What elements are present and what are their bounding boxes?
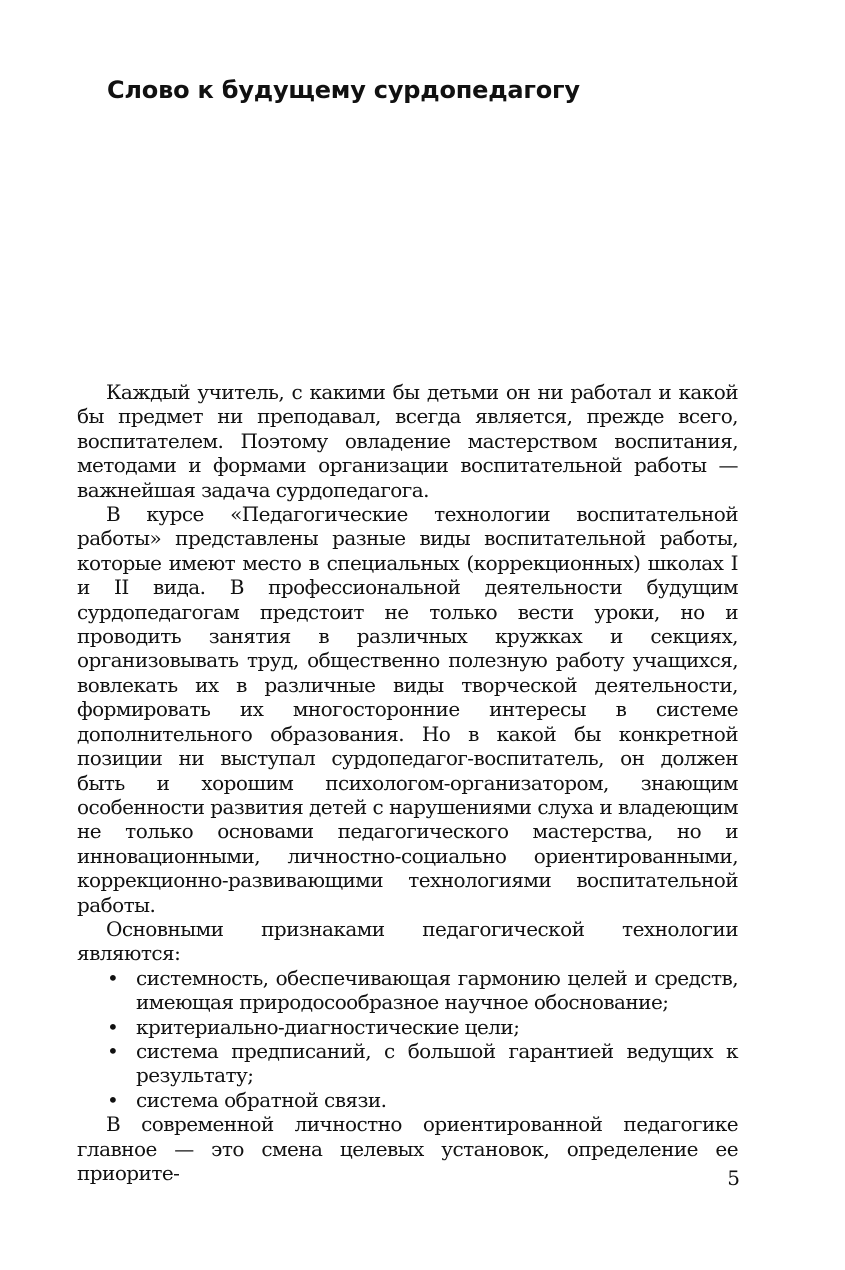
list-item-text: система обратной связи. bbox=[136, 1087, 387, 1112]
page-number: 5 bbox=[727, 1166, 740, 1190]
bullet-icon: • bbox=[107, 1014, 119, 1039]
list-item bbox=[77, 1039, 738, 1088]
list-item bbox=[77, 1015, 738, 1039]
paragraph-1: Каждый учитель, с какими бы детьми он ни работал и какой бы предмет ни преподавал, всегда является, прежде всего, воспитателем. Поэтому овладение мастерством воспитания, методами и формами организации воспитательной работы — важнейшая задача сурдопедагога. bbox=[77, 380, 738, 502]
bullet-icon: • bbox=[107, 1087, 119, 1112]
features-list bbox=[77, 966, 738, 1112]
list-item-text: система предписаний, с большой гарантией ведущих к результату; bbox=[136, 1038, 738, 1088]
paragraph-4: В современной личностно ориентированной педагогике главное — это смена целевых установок, определение ее приорите- bbox=[77, 1112, 738, 1185]
bullet-icon: • bbox=[107, 1038, 119, 1063]
paragraph-3: Основными признаками педагогической технологии являются: bbox=[77, 916, 738, 966]
list-item bbox=[77, 966, 738, 1015]
body-text bbox=[77, 380, 738, 1185]
list-item-text: системность, обеспечивающая гармонию целей и средств, имеющая природосообразное научное обоснование; bbox=[136, 965, 738, 1015]
list-item bbox=[77, 1088, 738, 1112]
list-item-text: критериально-диагностические цели; bbox=[136, 1014, 520, 1039]
bullet-icon: • bbox=[107, 965, 119, 990]
page-title: Слово к будущему сурдопедагогу bbox=[107, 76, 580, 104]
paragraph-2: В курсе «Педагогические технологии воспитательной работы» представлены разные виды воспитательной работы, которые имеют место в специальных (коррекционных) школах I и II вида. В профессиональной деятельности будущим сурдопедагогам предстоит не только вести уроки, но и проводить занятия в различных кружках и секциях, организовывать труд, общественно полезную работу учащихся, вовлекать их в различные виды творческой деятельности, формировать их многосторонние интересы в системе дополнительного образования. Но в какой бы конкретной позиции ни выступал сурдопедагог-воспитатель, он должен быть и хорошим психологом-организатором, знающим особенности развития детей с нарушениями слуха и владеющим не только основами педагогического мастерства, но и инновационными, личностно-социально ориентированными, коррекционно-развивающими технологиями воспитательной работы. bbox=[77, 502, 738, 917]
